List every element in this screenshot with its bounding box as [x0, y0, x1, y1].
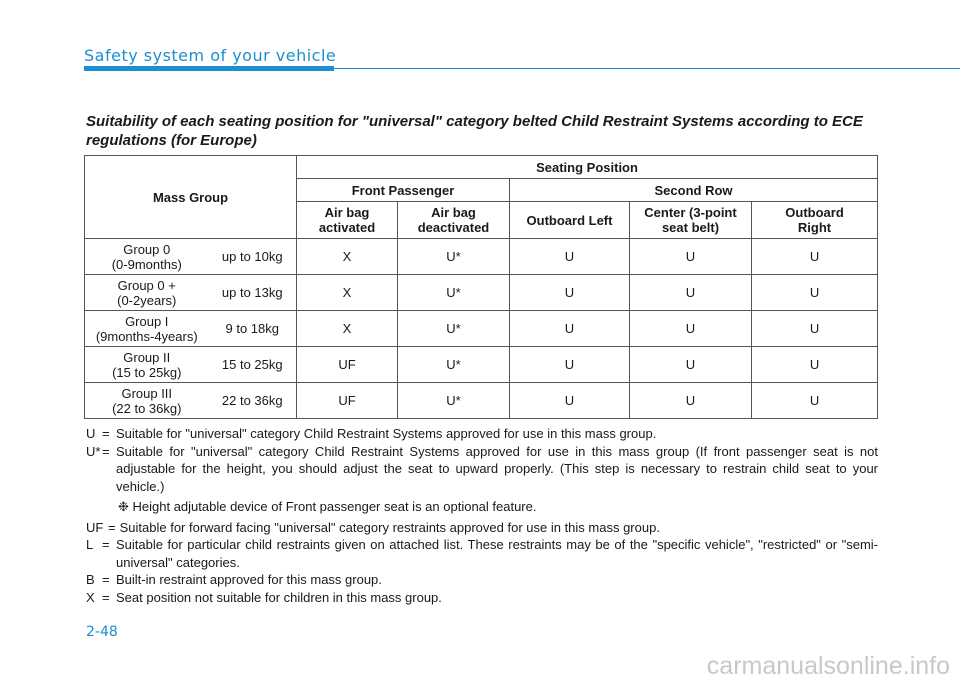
- legend-text: Built-in restraint approved for this mass group.: [116, 572, 382, 587]
- legend-code: X: [86, 589, 95, 605]
- mass-group-cell: Group II (15 to 25kg): [85, 347, 209, 383]
- document-title: Suitability of each seating position for "universal" category belted Child Restraint Systems according to ECE regulations (for Europe): [86, 113, 863, 149]
- weight-cell: 9 to 18kg: [209, 311, 297, 347]
- suitability-cell: U: [510, 275, 630, 311]
- mass-group-header: Mass Group: [85, 156, 297, 239]
- weight-cell: up to 10kg: [209, 239, 297, 275]
- suitability-cell: U*: [398, 347, 510, 383]
- front-passenger-header: Front Passenger: [297, 179, 510, 202]
- child-restraint-table: [84, 155, 878, 419]
- legend-text: Seat position not suitable for children in this mass group.: [116, 589, 442, 605]
- header-rule: [334, 68, 960, 69]
- suitability-cell: U: [752, 275, 878, 311]
- suitability-cell: U: [752, 383, 878, 419]
- legend-equals: =: [102, 589, 110, 605]
- seating-position-header: Seating Position: [297, 156, 878, 179]
- outboard-left-header: Outboard Left: [510, 202, 630, 239]
- legend-equals: =: [102, 537, 110, 552]
- suitability-cell: X: [297, 311, 398, 347]
- table-row: [85, 383, 878, 419]
- suitability-cell: U: [752, 347, 878, 383]
- legend-equals: =: [102, 572, 110, 587]
- table-row: [85, 239, 878, 275]
- mass-group-cell: Group III (22 to 36kg): [85, 383, 209, 419]
- legend-item-b: [86, 571, 878, 589]
- center-header: Center (3-point seat belt): [630, 202, 752, 239]
- suitability-cell: U: [510, 347, 630, 383]
- suitability-cell: U: [630, 311, 752, 347]
- legend-code: L: [86, 537, 94, 552]
- weight-cell: up to 13kg: [209, 275, 297, 311]
- suitability-cell: U: [630, 239, 752, 275]
- legend-note: ❉ Height adjutable device of Front passenger seat is an optional feature.: [118, 499, 537, 514]
- suitability-cell: U: [630, 275, 752, 311]
- suitability-cell: U: [510, 311, 630, 347]
- legend-item-uf: [86, 519, 878, 537]
- second-row-header: Second Row: [510, 179, 878, 202]
- legend-text: Suitable for particular child restraints given on attached list. These restraints may be of the "specific vehicle", "restricted" or "semi-universal" categories.: [116, 537, 878, 570]
- legend-text: Suitable for "universal" category Child Restraint Systems approved for use in this mass group.: [116, 426, 657, 441]
- suitability-cell: UF: [297, 383, 398, 419]
- legend-text: Suitable for forward facing "universal" category restraints approved for use in this mass group.: [116, 519, 660, 535]
- mass-group-cell: Group 0 (0-9months): [85, 239, 209, 275]
- suitability-cell: U*: [398, 311, 510, 347]
- suitability-cell: U*: [398, 383, 510, 419]
- suitability-cell: X: [297, 275, 398, 311]
- legend-equals: =: [102, 443, 110, 459]
- legend-code: U*: [86, 443, 101, 459]
- suitability-cell: UF: [297, 347, 398, 383]
- airbag-deactivated-header: Air bag deactivated: [398, 202, 510, 239]
- table-row: [85, 311, 878, 347]
- suitability-cell: U*: [398, 275, 510, 311]
- legend-item-ustar: [86, 443, 878, 496]
- outboard-right-header: Outboard Right: [752, 202, 878, 239]
- suitability-cell: U: [752, 239, 878, 275]
- suitability-cell: U: [630, 347, 752, 383]
- mass-group-cell: Group I (9months-4years): [85, 311, 209, 347]
- weight-cell: 22 to 36kg: [209, 383, 297, 419]
- legend-item-x: [86, 589, 878, 607]
- legend-item-u: [86, 425, 878, 443]
- watermark: carmanualsonline.info: [706, 652, 950, 680]
- table-row: [85, 347, 878, 383]
- legend-code: UF: [86, 519, 104, 535]
- section-title: Safety system of your vehicle: [84, 46, 337, 65]
- legend-code: U: [86, 426, 96, 441]
- suitability-cell: X: [297, 239, 398, 275]
- airbag-activated-header: Air bag activated: [297, 202, 398, 239]
- header-accent-bar: [84, 66, 334, 71]
- legend-item-l: [86, 536, 878, 571]
- legend-text: Suitable for "universal" category Child Restraint Systems approved for use in this mass group (If front passenger seat is not adjustable for the height, you should adjust the seat to upward properly. (This step is necessary to restrain child seat to your vehicle.): [116, 443, 878, 494]
- suitability-cell: U: [510, 383, 630, 419]
- legend-equals: =: [108, 519, 116, 535]
- legend: [86, 425, 878, 606]
- legend-code: B: [86, 572, 95, 587]
- suitability-cell: U: [752, 311, 878, 347]
- mass-group-cell: Group 0 + (0-2years): [85, 275, 209, 311]
- table-row: [85, 275, 878, 311]
- page-number: 2-48: [86, 624, 118, 640]
- weight-cell: 15 to 25kg: [209, 347, 297, 383]
- suitability-cell: U*: [398, 239, 510, 275]
- legend-equals: =: [102, 426, 110, 441]
- suitability-cell: U: [510, 239, 630, 275]
- suitability-cell: U: [630, 383, 752, 419]
